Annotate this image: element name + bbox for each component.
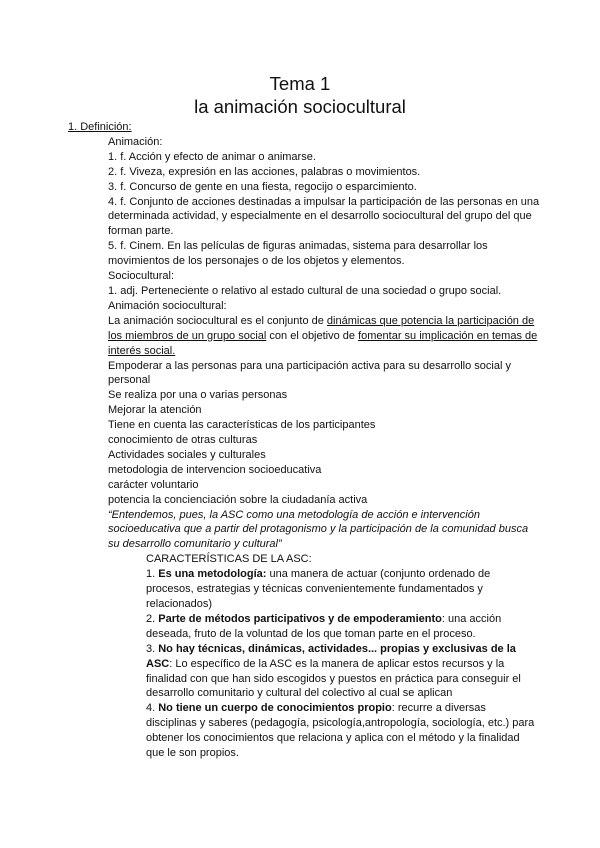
characteristic-item xyxy=(146,701,538,761)
item-number: 4. xyxy=(146,702,159,715)
item-text: : Lo específico de la ASC es la manera de aplicar estos recursos y la finalidad con que han sido escogidos y puestos en práctica para conseguir el desarrollo comunitario y cultural del colectivo al cual se aplican xyxy=(146,657,521,700)
definition-item: 1. adj. Perteneciente o relativo al estado cultural de una sociedad o grupo social. xyxy=(108,284,502,297)
item-number: 1. xyxy=(146,568,159,581)
asc-definition xyxy=(108,314,546,359)
definition-item: 2. f. Viveza, expresión en las acciones, palabras o movimientos. xyxy=(108,165,421,178)
item-number: 3. xyxy=(146,642,159,655)
page-title: Tema 1 xyxy=(269,73,331,94)
item-bold-label: No tiene un cuerpo de conocimientos propio xyxy=(158,702,392,715)
item-bold-label: No hay técnicas, dinámicas, actividades... propias y exclusivas de la ASC xyxy=(146,642,516,670)
item-bold-label: Parte de métodos participativos y de empoderamiento xyxy=(158,612,442,625)
characteristic-item xyxy=(146,612,538,642)
item-bold-label: Es una metodología: xyxy=(158,568,267,581)
section-heading: 1. Definición: xyxy=(68,121,132,133)
item-number: 2. xyxy=(146,612,159,625)
term-label-animacion: Animación: xyxy=(108,135,163,148)
list-item: Empoderar a las personas para una participación activa para su desarrollo social y personal xyxy=(108,359,511,387)
page-subtitle: la animación sociocultural xyxy=(194,96,406,117)
term-label-sociocultural: Sociocultural: xyxy=(108,270,175,283)
list-item: Se realiza por una o varias personas xyxy=(108,389,288,402)
list-item: potencia la concienciación sobre la ciudadanía activa xyxy=(108,493,368,506)
asc-def-underlined: fomentar su implicación en temas de interés social. xyxy=(108,329,538,357)
asc-def-text: La animación sociocultural es el conjunto de xyxy=(108,314,327,327)
asc-def-text: con el objetivo de xyxy=(266,329,359,342)
definition-item: 4. f. Conjunto de acciones destinadas a impulsar la participación de las personas en una determinada actividad, y especialmente en el desarrollo sociocultural del grupo del que forman parte. xyxy=(108,195,540,238)
item-text: : recurre a diversas disciplinas y saberes (pedagogía, psicología,antropología, sociología, etc.) para obtener los conocimientos que relaciona y aplica con el método y la finalidad que le son propios. xyxy=(146,702,535,760)
document-body xyxy=(68,120,538,761)
definition-item: 1. f. Acción y efecto de animar o animarse. xyxy=(108,150,316,163)
item-text: : una acción deseada, fruto de la voluntad de los que toman parte en el proceso. xyxy=(146,612,502,640)
characteristic-item xyxy=(146,567,538,612)
characteristics-heading: CARACTERÍSTICAS DE LA ASC: xyxy=(146,553,312,566)
term-label-asc: Animación sociocultural: xyxy=(108,299,227,312)
asc-def-underlined: dinámicas que potencia la participación de los miembros de un grupo social xyxy=(108,314,535,342)
list-item: conocimiento de otras culturas xyxy=(108,434,258,447)
item-text: una manera de actuar (conjunto ordenado de procesos, estrategias y técnicas convenientemente fundamentados y relacionados) xyxy=(146,568,491,610)
definition-item: 3. f. Concurso de gente en una fiesta, regocijo o esparcimiento. xyxy=(108,180,417,193)
list-item: Mejorar la atención xyxy=(108,404,202,417)
definition-item: 5. f. Cinem. En las películas de figuras animadas, sistema para desarrollar los movimientos de los personajes o de los objetos y elementos. xyxy=(108,240,488,268)
characteristic-item xyxy=(146,642,538,702)
list-item: Tiene en cuenta las características de los participantes xyxy=(108,419,376,432)
list-item: Actividades sociales y culturales xyxy=(108,448,266,461)
list-item: carácter voluntario xyxy=(108,478,199,491)
quote-block: “Entendemos, pues, la ASC como una metodología de acción e intervención socioeducativa que a partir del protagonismo y la participación de la comunidad busca su desarrollo comunitario y cultural” xyxy=(108,508,529,551)
list-item: metodologia de intervencion socioeducativa xyxy=(108,463,322,476)
